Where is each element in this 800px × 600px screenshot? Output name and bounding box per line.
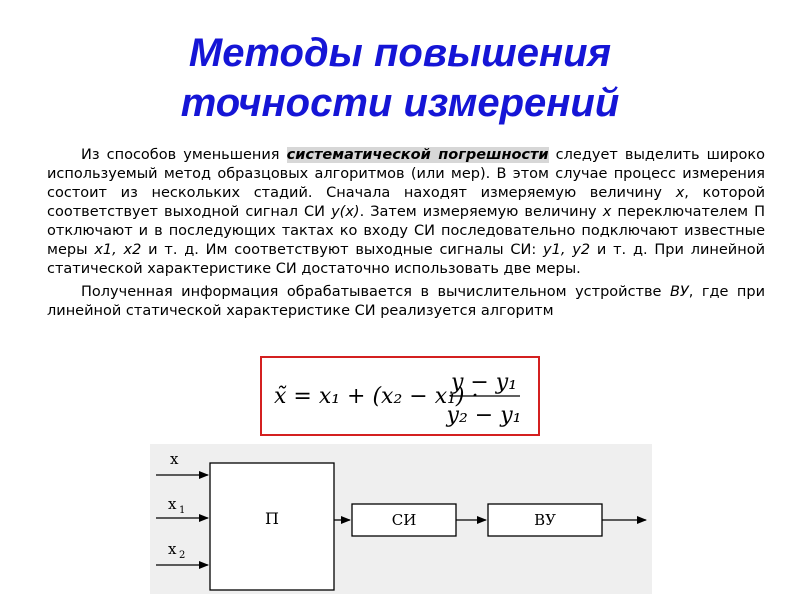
paragraph-2-text: , где при линейной статической характеристике СИ реализуется алгоритм [47,284,765,319]
highlight-systematic-error: систематической погрешности [286,147,549,163]
input-label-x1: x [168,495,177,513]
paragraph-1-text: , которой соответствует выходной сигнал СИ [47,185,765,220]
variable-x: x [602,204,612,220]
paragraph-2 [47,283,765,321]
block-diagram-svg [150,444,652,594]
formula-denominator: y₂ − y₁ [446,403,522,428]
paragraph-1-text: следует выделить широко используемый метод образцовых алгоритмов (или мер). В этом случае процесс измерения состоит из нескольких стадий. Сначала находят измеряемую величину [47,147,765,201]
paragraph-1-text: . Затем измеряемую величину [359,204,603,220]
paragraph-1-text: переключателем П отключают и в последующих тактах ко входу СИ последовательно подключают известные меры [47,204,766,258]
variable-yx: y(x) [331,204,360,220]
input-label-x2: x [168,540,177,558]
paragraph-1 [47,146,765,279]
formula [262,358,538,434]
block-switch-label: П [265,509,279,528]
block-vu-label: ВУ [534,511,556,529]
paragraph-1-text: Из способов уменьшения [81,147,287,163]
variable-y1-y2: y1, y2 [543,242,591,258]
slide-title [0,28,800,128]
title-line-1: Методы повышения [188,31,612,75]
variable-x: x [675,185,685,201]
formula-box [260,356,540,436]
paragraph-1-text: и т. д. При линейной статической характеристике СИ достаточно использовать две меры. [47,242,766,277]
variable-x1-x2: x1, x2 [94,242,142,258]
title-line-2: точности измерений [180,81,620,125]
input-label-x2-sub: 2 [179,550,186,561]
paragraph-2-text: Полученная информация обрабатывается в вычислительном устройстве [81,284,670,300]
body-text [47,146,765,325]
input-label-x1-sub: 1 [179,505,186,516]
block-si-label: СИ [391,511,417,529]
formula-lhs: x̃ = x₁ + (x₂ − x₁) · [274,384,479,409]
variable-vu: ВУ [669,284,689,300]
block-diagram [150,444,652,594]
formula-numerator: y − y₁ [450,370,518,395]
input-label-x: x [170,450,179,468]
paragraph-1-text: и т. д. Им соответствуют выходные сигналы СИ: [141,242,544,258]
